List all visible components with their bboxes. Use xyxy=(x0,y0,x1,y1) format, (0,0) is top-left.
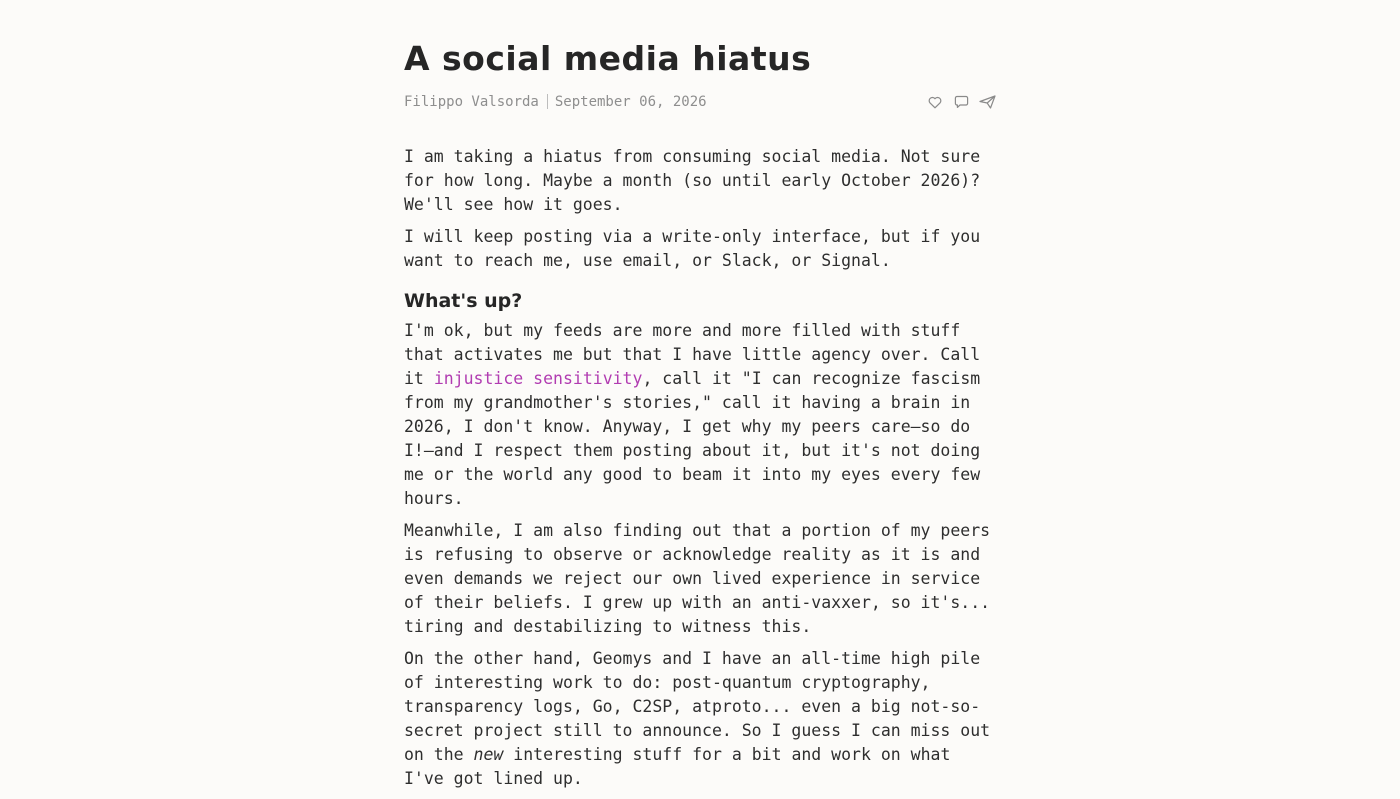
article-actions xyxy=(926,94,996,110)
comment-button[interactable] xyxy=(952,94,970,110)
share-button[interactable] xyxy=(978,94,996,110)
author-name: Filippo Valsorda xyxy=(404,94,539,110)
publish-date: September 06, 2026 xyxy=(554,94,707,110)
section-heading: What's up? xyxy=(404,290,523,312)
paragraph-feeds xyxy=(404,319,996,511)
article-body xyxy=(404,145,996,791)
paragraph-hiatus: I am taking a hiatus from consuming social media. Not sure for how long. Maybe a month (so until early October 2026)? We'll see how it goes. xyxy=(404,147,981,214)
heart-icon xyxy=(928,96,942,109)
paragraph-contact: I will keep posting via a write-only interface, but if you want to reach me, use email, or Slack, or Signal. xyxy=(404,227,981,270)
paragraph-text: , call it "I can recognize fascism from my grandmother's stories," call it having a brain in 2026, I don't know. Anyway, I get why my peers care—so do I!—and I respect them posting about it, but it's not doing me or the world any good to beam it into my eyes every few hours. xyxy=(404,369,981,508)
paragraph-text: interesting stuff for a bit and work on what I've got lined up. xyxy=(404,745,951,788)
article xyxy=(404,36,996,799)
paragraph-peers: Meanwhile, I am also finding out that a portion of my peers is refusing to observe or acknowledge reality as it is and even demands we reject our own lived experience in service of their beliefs. I grew up with an anti-vaxxer, so it's... tiring and destabilizing to witness this. xyxy=(404,521,991,636)
article-title: A social media hiatus xyxy=(404,39,812,78)
paragraph-work xyxy=(404,647,996,791)
paragraph-text: On the other hand, Geomys and I have an all-time high pile of interesting work to do: post-quantum cryptography, transparency logs, Go, C2SP, atproto... even a big not-so-secret project still to announce. So I guess I can miss out on the xyxy=(404,649,991,764)
paper-plane-icon xyxy=(979,95,996,109)
paragraph-text: I'm ok, but my feeds are more and more filled with stuff that activates me but that I have little agency over. Call it xyxy=(404,321,981,388)
emphasis-text: new xyxy=(473,745,504,764)
injustice-sensitivity-link[interactable]: injustice sensitivity xyxy=(433,369,643,388)
like-button[interactable] xyxy=(926,94,944,110)
meta-divider xyxy=(547,94,548,109)
article-meta xyxy=(404,90,996,114)
comment-icon xyxy=(954,95,969,109)
